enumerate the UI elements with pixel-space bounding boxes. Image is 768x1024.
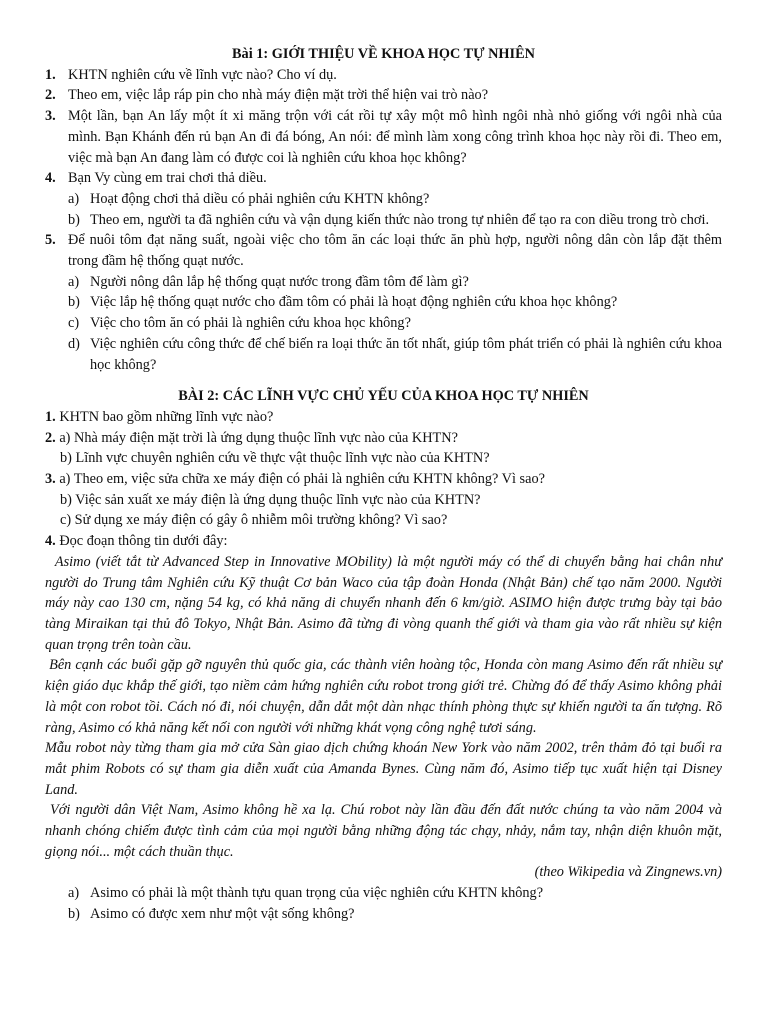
lesson-2-question-4a	[45, 883, 722, 904]
sub-question-label: a)	[68, 190, 80, 207]
sub-question-text: Việc lắp hệ thống quạt nước cho đầm tôm có phải là hoạt động nghiên cứu khoa học không?	[90, 294, 618, 311]
lesson-2-question-4b	[45, 904, 722, 925]
question-text: Để nuôi tôm đạt năng suất, ngoài việc cho tôm ăn các loại thức ăn phù hợp, người nông dân còn lắp đặt thêm trong đầm hệ thống quạt nước.	[68, 232, 722, 270]
lesson-1-question-5	[45, 230, 722, 271]
paragraph-text: Bên cạnh các buổi gặp gỡ nguyên thủ quốc gia, các thành viên hoàng tộc, Honda còn mang Asimo đến rất nhiều sự kiện giáo dục khắp thế giới, tạo niềm cảm hứng nghiên cứu robot trong giới trẻ. Chừng đó để thấy Asimo không phải là một con robot tồi. Cách nó đi, nói chuyện, dẫn dắt một dàn nhạc thính phòng thực sự khiến người ta ấn tượng. Rõ ràng, Asimo có khả năng kết nối con người với những khát vọng công nghệ tươi sáng.	[45, 657, 722, 736]
lesson-1-question-2	[45, 85, 722, 106]
sub-question-label: b)	[68, 294, 80, 311]
question-text: KHTN bao gồm những lĩnh vực nào?	[59, 408, 274, 425]
sub-question-label: b)	[68, 211, 80, 228]
reading-paragraph-3: Mẫu robot này từng tham gia mở cửa Sàn giao dịch chứng khoán New York vào năm 2002, trên thảm đỏ tại buổi ra mắt phim Robots có sự tham gia diễn xuất của Amanda Bynes. Cùng năm đó, Asimo tiếp tục xuất hiện tại Disney Land.	[45, 740, 722, 798]
lesson-2-question-3a	[45, 469, 722, 490]
sub-question-label: c)	[68, 315, 80, 332]
lesson-2-question-4	[45, 531, 722, 552]
lesson-1-question-3	[45, 106, 722, 168]
sub-question-label: d)	[68, 335, 80, 352]
question-number: 5.	[45, 232, 56, 249]
lesson-2-question-2b: b) Lĩnh vực chuyên nghiên cứu về thực vật thuộc lĩnh vực nào của KHTN?	[60, 450, 490, 467]
sub-question-label: a)	[68, 273, 80, 290]
lesson-1-question-4b	[45, 210, 722, 231]
paragraph-text: Với người dân Việt Nam, Asimo không hề xa lạ. Chú robot này lần đầu đến đất nước chúng ta vào năm 2004 và nhanh chóng chiếm được tình cảm của mọi người bằng những động tác chạy, nhảy, nắm tay, nhận diện khuôn mặt, giọng nói... một cách thuần thục.	[45, 802, 722, 860]
question-text: Theo em, việc lắp ráp pin cho nhà máy điện mặt trời thể hiện vai trò nào?	[68, 87, 489, 104]
lesson-2-question-2a	[45, 428, 722, 449]
lesson-2-title: BÀI 2: CÁC LĨNH VỰC CHỦ YẾU CỦA KHOA HỌC TỰ NHIÊN	[178, 388, 589, 405]
sub-question-text: Hoạt động chơi thả diều có phải nghiên cứu KHTN không?	[90, 190, 430, 207]
lesson-2-question-3c: c) Sử dụng xe máy điện có gây ô nhiễm môi trường không? Vì sao?	[60, 512, 448, 529]
sub-question-text: Người nông dân lắp hệ thống quạt nước trong đầm tôm để làm gì?	[90, 273, 469, 290]
sub-question-text: a) Nhà máy điện mặt trời là ứng dụng thuộc lĩnh vực nào của KHTN?	[59, 429, 458, 446]
lesson-1-title: Bài 1: GIỚI THIỆU VỀ KHOA HỌC TỰ NHIÊN	[232, 46, 535, 62]
sub-question-text: Asimo có phải là một thành tựu quan trọng của việc nghiên cứu KHTN không?	[90, 885, 544, 902]
question-text: Một lần, bạn An lấy một ít xi măng trộn với cát rồi tự xây một mô hình ngôi nhà nhỏ giống với ngôi nhà của mình. Bạn Khánh đến rủ bạn An đi đá bóng, An nói: để mình làm xong công trình khoa học này rồi đi. Theo em, việc mà bạn An đang làm có được coi là nghiên cứu khoa học không?	[68, 108, 722, 166]
lesson-1-question-5c	[45, 313, 722, 334]
sub-question-text: Asimo có được xem như một vật sống không?	[90, 905, 355, 922]
document-page	[45, 44, 722, 925]
question-text: KHTN nghiên cứu về lĩnh vực nào? Cho ví dụ.	[68, 66, 337, 83]
question-number: 2.	[45, 87, 56, 104]
lesson-1-question-4	[45, 168, 722, 189]
question-number: 4.	[45, 533, 56, 550]
question-number: 2.	[45, 429, 56, 446]
lesson-1-question-4a	[45, 189, 722, 210]
sub-question-label: a)	[68, 885, 80, 902]
question-number: 1.	[45, 66, 56, 83]
question-number: 3.	[45, 471, 56, 488]
question-number: 3.	[45, 108, 56, 125]
sub-question-text: a) Theo em, việc sửa chữa xe máy điện có phải là nghiên cứu KHTN không? Vì sao?	[59, 471, 545, 488]
reading-source: (theo Wikipedia và Zingnews.vn)	[534, 864, 722, 881]
lesson-2-question-1	[45, 407, 722, 428]
sub-question-text: Theo em, người ta đã nghiên cứu và vận dụng kiến thức nào trong tự nhiên để tạo ra con diều trong trò chơi.	[90, 211, 710, 228]
sub-question-text: Việc nghiên cứu công thức để chế biến ra loại thức ăn tốt nhất, giúp tôm phát triển có phải là nghiên cứu khoa học không?	[90, 335, 722, 373]
lesson-2-question-3b: b) Việc sản xuất xe máy điện là ứng dụng thuộc lĩnh vực nào của KHTN?	[60, 491, 481, 508]
reading-paragraph-1	[45, 552, 722, 656]
reading-paragraph-4	[45, 800, 722, 862]
lesson-1-question-5d	[45, 334, 722, 375]
reading-paragraph-2	[45, 655, 722, 738]
paragraph-text: Asimo (viết tắt từ Advanced Step in Innovative MObility) là một người máy có thể di chuyển bằng hai chân như người do Trung tâm Nghiên cứu Kỹ thuật Cơ bản Waco của tập đoàn Honda (Nhật Bản) chế tạo năm 2000. Người máy này cao 130 cm, nặng 54 kg, có khả năng di chuyển nhanh đến 6 km/giờ. ASIMO hiện được trưng bày tại bảo tàng Miraikan tại thủ đô Tokyo, Nhật Bản. Asimo đã từng đi vòng quanh thế giới và tham gia vào rất nhiều sự kiện quan trọng trên toàn cầu.	[45, 553, 723, 653]
question-number: 1.	[45, 408, 56, 425]
lesson-1-question-5a	[45, 272, 722, 293]
sub-question-label: b)	[68, 905, 80, 922]
sub-question-text: Việc cho tôm ăn có phải là nghiên cứu khoa học không?	[90, 315, 411, 332]
question-text: Đọc đoạn thông tin dưới đây:	[59, 533, 228, 550]
question-number: 4.	[45, 170, 56, 187]
lesson-1-question-5b	[45, 292, 722, 313]
lesson-1-question-1	[45, 65, 722, 86]
question-text: Bạn Vy cùng em trai chơi thả diều.	[68, 170, 267, 187]
